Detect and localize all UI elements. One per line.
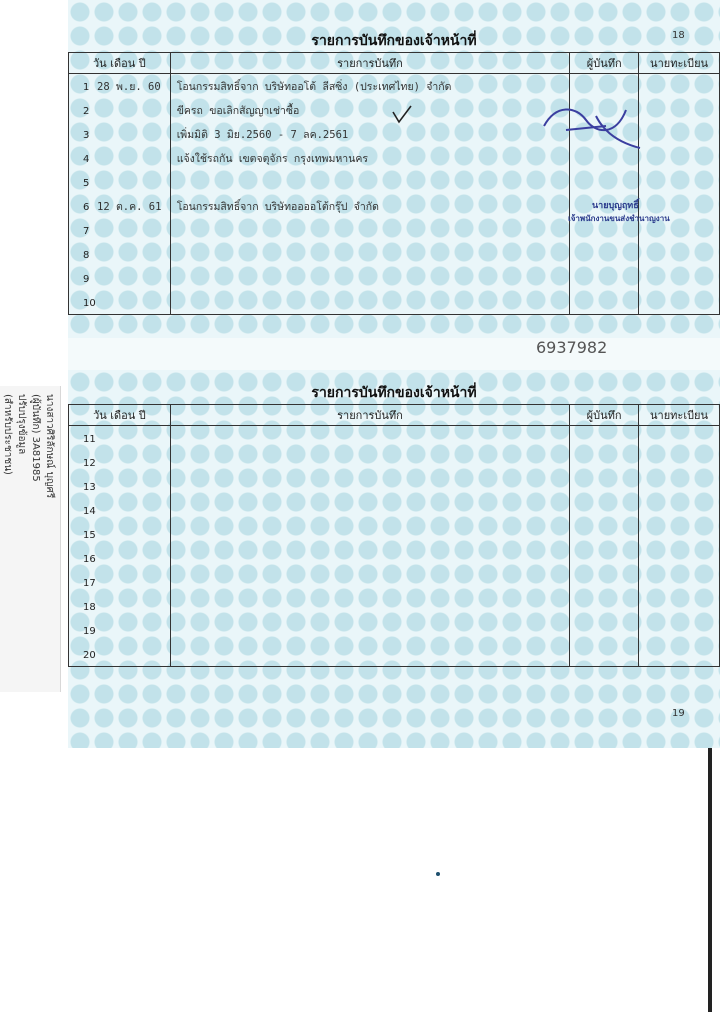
date-cell xyxy=(69,266,171,290)
recorder-signature xyxy=(536,96,656,156)
entry-text: เพิ่มมิติ 3 มิย.2560 - 7 ลค.2561 xyxy=(176,128,349,141)
section-title-bottom: รายการบันทึกของเจ้าหน้าที่ xyxy=(311,385,477,401)
recorder-cell xyxy=(570,546,639,570)
row-number: 19 xyxy=(83,625,96,637)
row-number: 16 xyxy=(83,553,96,565)
header-date: วัน เดือน ปี xyxy=(69,53,171,74)
table-row xyxy=(69,74,720,99)
entry-text: โอนกรรมสิทธิ์จาก บริษัทออออโต้กรุ๊ป จำกัด xyxy=(176,200,379,213)
side-stub-card xyxy=(0,386,61,692)
date-cell xyxy=(69,618,171,642)
stub-line-4: (สำหรับประชาชน) xyxy=(2,394,13,475)
page-number-top: 18 xyxy=(672,30,685,41)
registrar-cell xyxy=(639,546,720,570)
date-cell xyxy=(69,146,171,170)
date-cell xyxy=(69,546,171,570)
row-number: 12 xyxy=(83,457,96,469)
row-number: 4 xyxy=(83,153,90,165)
entry-text xyxy=(171,177,177,189)
entry-cell xyxy=(170,98,570,122)
entry-cell xyxy=(170,594,569,618)
row-number: 7 xyxy=(83,225,90,237)
date-cell xyxy=(69,242,171,266)
row-number: 11 xyxy=(83,433,96,445)
entry-cell xyxy=(170,522,569,546)
row-number: 1 xyxy=(83,81,90,93)
date-cell xyxy=(69,170,171,194)
entry-text xyxy=(171,249,177,261)
table-row xyxy=(69,290,720,315)
recorder-cell xyxy=(570,522,639,546)
header-recorder: ผู้บันทึก xyxy=(570,405,639,426)
entry-cell xyxy=(170,290,570,315)
official-stamp-name: นายบุญฤทธิ์ xyxy=(592,201,639,211)
registrar-cell xyxy=(639,498,720,522)
table-row xyxy=(69,266,720,290)
date-cell xyxy=(69,218,171,242)
entry-text xyxy=(171,273,177,285)
entry-cell xyxy=(170,266,570,290)
row-number: 18 xyxy=(83,601,96,613)
entry-text: ขีครถ ขอเลิกสัญญาเช่าซื้อ xyxy=(176,104,300,117)
date-cell xyxy=(69,642,171,667)
registrar-cell xyxy=(639,642,720,667)
registrar-cell xyxy=(639,290,720,315)
registrar-cell xyxy=(639,450,720,474)
entry-cell xyxy=(170,74,570,99)
entry-cell xyxy=(170,170,570,194)
recorder-cell xyxy=(570,266,639,290)
date-cell xyxy=(69,98,171,122)
side-stub-text xyxy=(0,386,60,692)
entry-cell xyxy=(170,642,569,667)
entry-text xyxy=(171,225,177,237)
row-number: 3 xyxy=(83,129,90,141)
table-row xyxy=(69,522,720,546)
table-row xyxy=(69,618,720,642)
page-fold xyxy=(68,338,720,370)
header-recorder: ผู้บันทึก xyxy=(570,53,639,74)
entry-date: 12 ต.ค. 61 xyxy=(97,200,162,213)
scan-edge-bar xyxy=(708,748,712,1012)
date-cell xyxy=(69,498,171,522)
registrar-cell xyxy=(639,474,720,498)
recorder-cell xyxy=(570,498,639,522)
row-number: 10 xyxy=(83,297,96,309)
registrar-cell xyxy=(639,266,720,290)
document-number: 6937982 xyxy=(536,338,608,357)
recorder-cell xyxy=(570,290,639,315)
entry-cell xyxy=(170,122,570,146)
registrar-cell xyxy=(639,74,720,99)
row-number: 13 xyxy=(83,481,96,493)
row-number: 9 xyxy=(83,273,90,285)
register-table-bottom xyxy=(68,404,720,667)
registrar-cell xyxy=(639,618,720,642)
header-registrar: นายทะเบียน xyxy=(639,405,720,426)
table-row xyxy=(69,498,720,522)
header-entry: รายการบันทึก xyxy=(170,53,570,74)
recorder-cell xyxy=(570,242,639,266)
recorder-cell xyxy=(570,594,639,618)
registrar-cell xyxy=(639,426,720,451)
entry-cell xyxy=(170,146,570,170)
register-page-top xyxy=(68,0,720,338)
table-header-row xyxy=(69,405,720,426)
date-cell xyxy=(69,74,171,99)
stub-line-3: ปรับปรุงข้อมูล xyxy=(16,394,27,455)
recorder-cell xyxy=(570,570,639,594)
table-row xyxy=(69,242,720,266)
table-row xyxy=(69,570,720,594)
entry-cell xyxy=(170,474,569,498)
header-date: วัน เดือน ปี xyxy=(69,405,171,426)
entry-text xyxy=(171,297,177,309)
recorder-cell xyxy=(570,474,639,498)
row-number: 5 xyxy=(83,177,90,189)
entry-cell xyxy=(170,242,570,266)
date-cell xyxy=(69,522,171,546)
entry-text: แจ้งใช้รถกัน เขตจตุจักร กรุงเทพมหานคร xyxy=(176,152,369,165)
recorder-cell xyxy=(570,170,639,194)
entry-cell xyxy=(170,546,569,570)
recorder-cell xyxy=(570,74,639,99)
entry-cell xyxy=(170,450,569,474)
date-cell xyxy=(69,290,171,315)
row-number: 20 xyxy=(83,649,96,661)
entry-cell xyxy=(170,570,569,594)
table-row xyxy=(69,450,720,474)
row-number: 15 xyxy=(83,529,96,541)
recorder-cell xyxy=(570,642,639,667)
registrar-cell xyxy=(639,170,720,194)
stub-line-1: นางสาวศิริลักษณ์ บุญศรี xyxy=(44,394,55,499)
row-number: 2 xyxy=(83,105,90,117)
section-title-top: รายการบันทึกของเจ้าหน้าที่ xyxy=(311,33,477,49)
table-row xyxy=(69,642,720,667)
date-cell xyxy=(69,594,171,618)
entry-text: โอนกรรมสิทธิ์จาก บริษัทออโต้ ลีสซิ่ง (ประเทศไทย) จำกัด xyxy=(176,80,452,93)
table-row xyxy=(69,474,720,498)
check-mark xyxy=(390,102,414,126)
table-row xyxy=(69,170,720,194)
date-cell xyxy=(69,570,171,594)
official-stamp-title: เจ้าพนักงานขนส่งชำนาญงาน xyxy=(568,214,670,223)
row-number: 8 xyxy=(83,249,90,261)
entry-cell xyxy=(170,194,570,218)
ink-speck xyxy=(436,872,440,876)
row-number: 17 xyxy=(83,577,96,589)
header-entry: รายการบันทึก xyxy=(170,405,569,426)
table-row xyxy=(69,594,720,618)
register-page-bottom xyxy=(68,370,720,748)
stub-line-2: (ผู้บันทึก) 3A81985 xyxy=(30,394,41,482)
table-header-row xyxy=(69,53,720,74)
row-number: 14 xyxy=(83,505,96,517)
table-row xyxy=(69,426,720,451)
entry-cell xyxy=(170,218,570,242)
entry-cell xyxy=(170,618,569,642)
header-registrar: นายทะเบียน xyxy=(639,53,720,74)
recorder-cell xyxy=(570,426,639,451)
date-cell xyxy=(69,122,171,146)
entry-date: 28 พ.ย. 60 xyxy=(97,80,161,93)
date-cell xyxy=(69,474,171,498)
date-cell xyxy=(69,450,171,474)
registrar-cell xyxy=(639,242,720,266)
recorder-cell xyxy=(570,450,639,474)
registrar-cell xyxy=(639,594,720,618)
register-table-top xyxy=(68,52,720,315)
recorder-cell xyxy=(570,618,639,642)
date-cell xyxy=(69,426,171,451)
registrar-cell xyxy=(639,570,720,594)
registrar-cell xyxy=(639,522,720,546)
row-number: 6 xyxy=(83,201,90,213)
table-row xyxy=(69,546,720,570)
entry-cell xyxy=(170,498,569,522)
entry-cell xyxy=(170,426,569,451)
page-number-bottom: 19 xyxy=(672,708,685,719)
date-cell xyxy=(69,194,171,218)
